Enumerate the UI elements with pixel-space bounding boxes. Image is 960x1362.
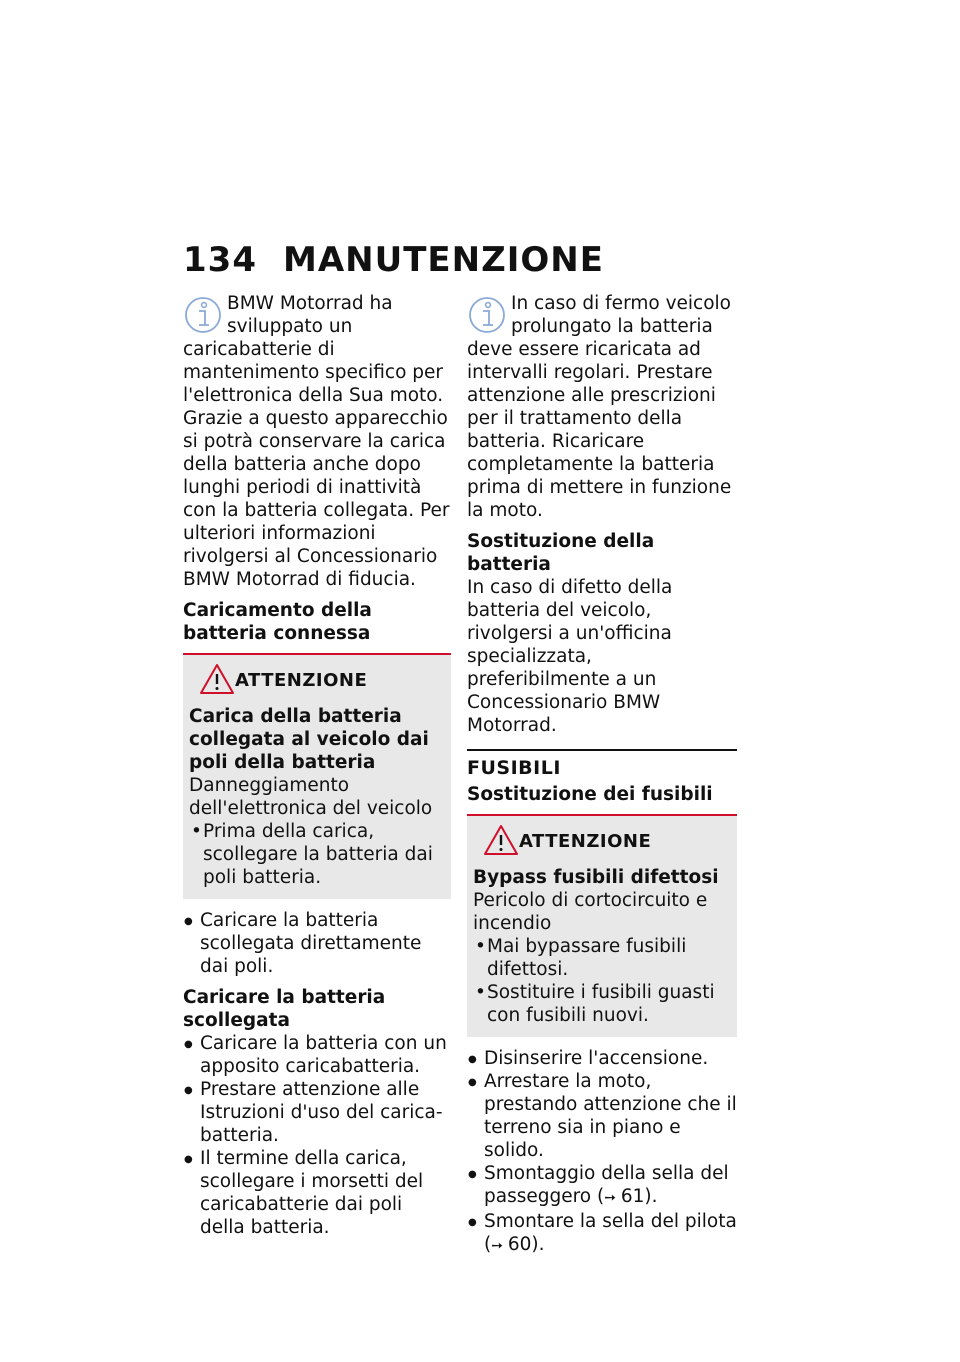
subhead-disconnected-charging: Caricare la batteria scollegata (183, 987, 386, 1031)
subhead-connected-charging: Caricamento della batteria connessa (183, 600, 372, 644)
ref-close: ). (531, 1234, 545, 1255)
warning-item: • Mai bypassare fusibili difettosi. (473, 935, 731, 981)
fuse-steps (467, 1047, 737, 1258)
step-item: ● Il termine della carica, scollegare i morsetti del caricabatterie dai poli della batteria. (183, 1147, 451, 1239)
warning-title-row (473, 826, 731, 858)
info-note (183, 292, 451, 591)
page-ref-arrow-icon: ➙ (604, 1190, 615, 1206)
page-ref-link[interactable]: 60 (507, 1234, 532, 1255)
step-item (467, 1162, 737, 1210)
step-text: Smontare la sella del pilota ( (484, 1211, 737, 1255)
warning-heading: Carica della batteria collegata al veicolo dai poli della batteria (189, 706, 429, 773)
warning-title-row (189, 665, 445, 697)
step-item: ● Disinserire l'accensione. (467, 1047, 737, 1070)
step-item (467, 1210, 737, 1258)
info-icon (183, 294, 223, 336)
steps-disconnected (183, 1032, 451, 1239)
warning-heading: Bypass fusibili difettosi (473, 867, 719, 888)
step-text: Smontaggio della sella del passeggero ( (484, 1163, 729, 1207)
warning-label: ATTENZIONE (235, 670, 368, 691)
page-ref-arrow-icon: ➙ (491, 1238, 502, 1254)
info-icon (467, 294, 507, 336)
page-number: 134 (183, 240, 257, 280)
page-ref-link[interactable]: 61 (620, 1186, 645, 1207)
warning-box (183, 653, 451, 899)
page-header (183, 238, 743, 282)
info-note-text: In caso di fermo veicolo prolungato la batteria deve essere ricaricata ad intervalli regolari. Prestare attenzione alle prescrizioni per il trattamento della batteria. Ricaricare completamente la batteria prima di mettere in funzione la moto. (467, 293, 732, 521)
left-column (183, 292, 451, 1239)
subhead-battery-replacement: Sostituzione della batteria (467, 531, 655, 575)
right-column (467, 292, 737, 1258)
steps-connected (183, 909, 451, 978)
step-item: ● Caricare la batteria con un apposito caricabatteria. (183, 1032, 451, 1078)
subhead-fuse-replacement: Sostituzione dei fusibili (467, 784, 713, 805)
ref-close: ). (644, 1186, 658, 1207)
page-title: MANUTENZIONE (283, 240, 604, 280)
warning-triangle-icon (483, 824, 519, 856)
step-item: ● Arrestare la moto, prestando attenzione che il terreno sia in piano e solido. (467, 1070, 737, 1162)
step-item: ● Caricare la batteria scollegata direttamente dai poli. (183, 909, 451, 978)
warning-box (467, 814, 737, 1037)
warning-consequence: Pericolo di cortocircuito e incendio (473, 890, 708, 934)
warning-triangle-icon (199, 663, 235, 695)
info-note (467, 292, 737, 522)
step-item: ● Prestare attenzione alle Istruzioni d'uso del carica-batteria. (183, 1078, 451, 1147)
warning-item: • Prima della carica, scollegare la batteria dai poli batteria. (189, 820, 445, 889)
warning-label: ATTENZIONE (519, 831, 652, 852)
warning-item: • Sostituire i fusibili guasti con fusibili nuovi. (473, 981, 731, 1027)
info-note-text: BMW Motorrad ha sviluppato un caricabatterie di mantenimento specifico per l'elettronica della Sua moto. Grazie a questo apparecchio si potrà conservare la carica della batteria anche dopo lunghi periodi di inattività con la batteria collegata. Per ulteriori informazioni rivolgersi al Concessionario BMW Motorrad di fiducia. (183, 293, 450, 590)
warning-consequence: Danneggiamento dell'elettronica del veicolo (189, 775, 433, 819)
battery-replacement-text: In caso di difetto della batteria del veicolo, rivolgersi a un'officina specializzata, preferibilmente a un Concessionario BMW Motorrad. (467, 577, 673, 736)
section-title-fuses: FUSIBILI (467, 749, 737, 781)
